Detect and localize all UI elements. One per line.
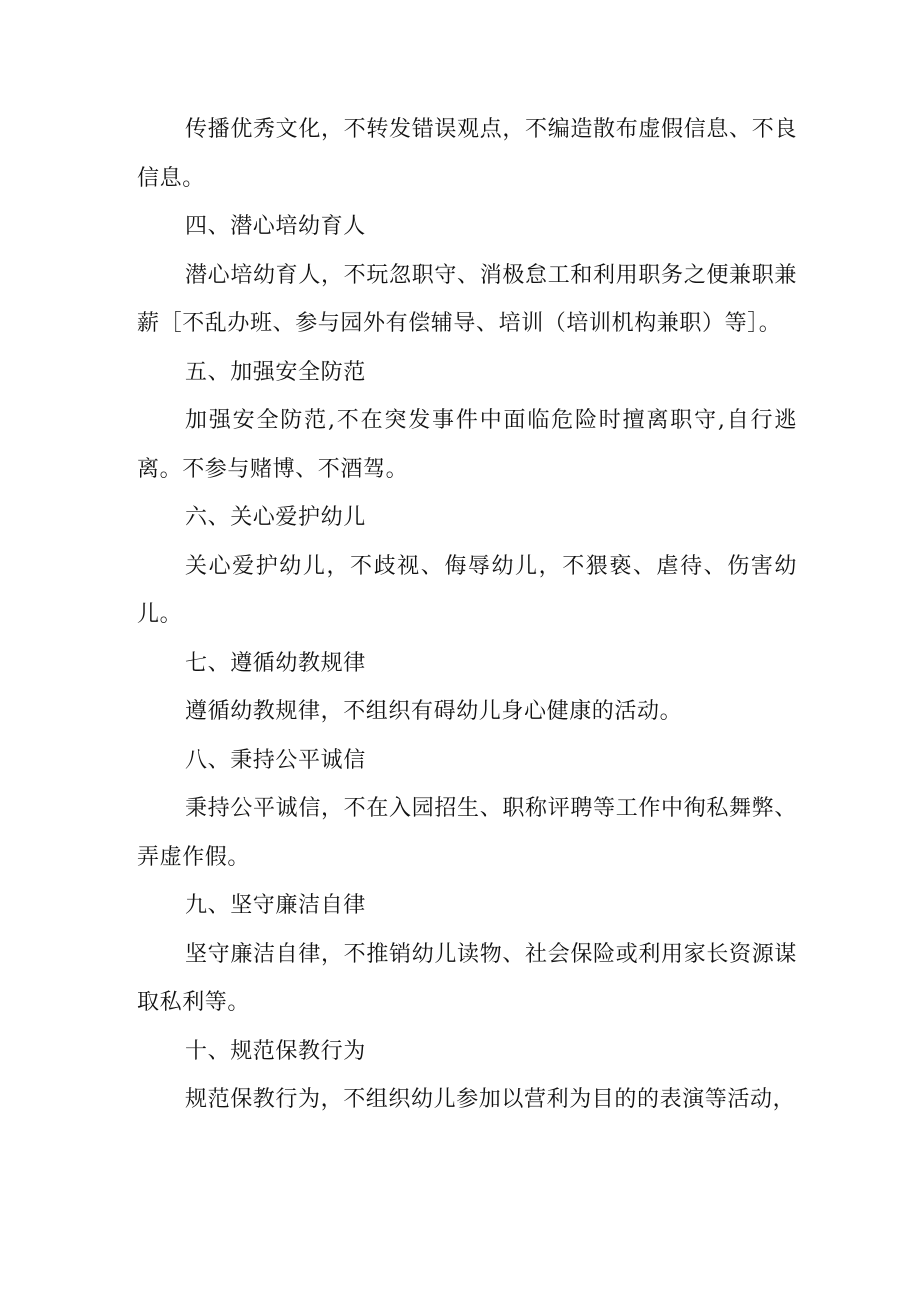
heading-section-9: 九、坚守廉洁自律 bbox=[185, 893, 366, 918]
heading-section-6: 六、关心爱护幼儿 bbox=[185, 505, 366, 530]
heading-section-5: 五、加强安全防范 bbox=[185, 359, 366, 385]
paragraph-section-5: 加强安全防范,不在突发事件中面临危险时擅离职守,自行逃离。不参与赌博、不酒驾。 bbox=[137, 408, 797, 482]
paragraph-section-7: 遵循幼教规律，不组织有碍幼儿身心健康的活动。 bbox=[185, 699, 683, 724]
document-body bbox=[137, 106, 797, 1125]
heading-section-7: 七、遵循幼教规律 bbox=[185, 650, 366, 676]
paragraph-section-6: 关心爱护幼儿，不歧视、侮辱幼儿，不猥亵、虐待、伤害幼儿。 bbox=[137, 553, 797, 627]
paragraph-section-8: 秉持公平诚信，不在入园招生、职称评聘等工作中徇私舞弊、弄虚作假。 bbox=[137, 796, 797, 870]
heading-section-8: 八、秉持公平诚信 bbox=[185, 747, 366, 773]
paragraph-culture: 传播优秀文化，不转发错误观点，不编造散布虚假信息、不良信息。 bbox=[137, 117, 797, 191]
heading-section-10: 十、规范保教行为 bbox=[185, 1038, 366, 1064]
paragraph-section-10: 规范保教行为，不组织幼儿参加以营利为目的的表演等活动， bbox=[185, 1087, 796, 1112]
paragraph-section-4: 潜心培幼育人，不玩忽职守、消极怠工和利用职务之便兼职兼薪［不乱办班、参与园外有偿辅导、培训（培训机构兼职）等］。 bbox=[137, 262, 797, 336]
paragraph-section-9: 坚守廉洁自律，不推销幼儿读物、社会保险或利用家长资源谋取私利等。 bbox=[137, 941, 797, 1015]
heading-section-4: 四、潜心培幼育人 bbox=[185, 214, 366, 239]
